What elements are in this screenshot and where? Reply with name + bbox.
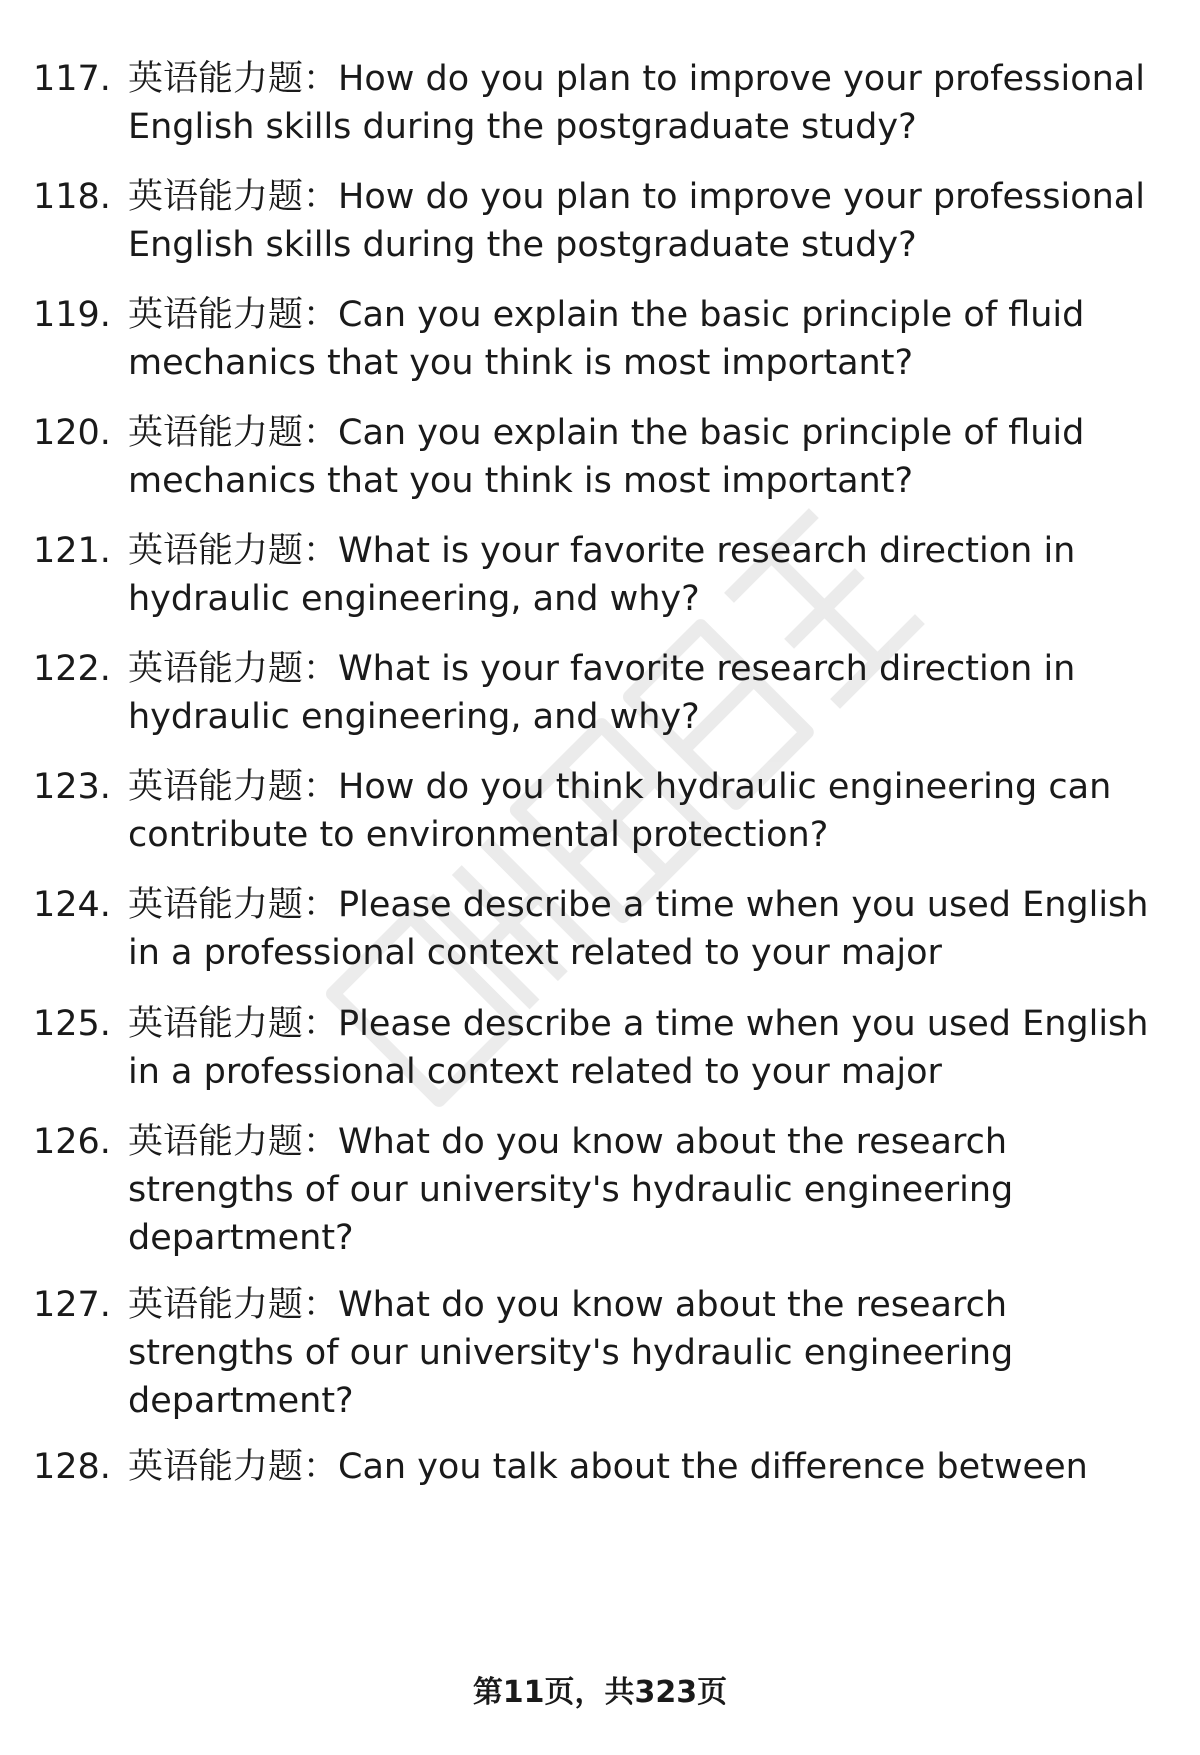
question-number: 123. xyxy=(33,767,111,807)
question-text: Please describe a time when you used English in a professional context related to your major xyxy=(128,1004,1149,1092)
question-text-block xyxy=(128,173,1168,269)
question-tag: 英语能力题： xyxy=(128,177,339,217)
question-tag: 英语能力题： xyxy=(128,649,339,689)
question-number: 118. xyxy=(33,177,111,217)
question-tag: 英语能力题： xyxy=(128,413,339,453)
question-tag: 英语能力题： xyxy=(128,1447,339,1487)
question-text: What do you know about the research strengths of our university's hydraulic engineering department? xyxy=(128,1122,1014,1258)
question-text-block xyxy=(128,763,1168,859)
question-text-block xyxy=(128,527,1168,623)
question-text: How do you plan to improve your professional English skills during the postgraduate study? xyxy=(128,59,1145,147)
question-text-block xyxy=(128,409,1168,505)
question-text: What is your favorite research direction in hydraulic engineering, and why? xyxy=(128,649,1076,737)
question-text: Can you explain the basic principle of fluid mechanics that you think is most important? xyxy=(128,413,1085,501)
question-text-block xyxy=(128,645,1168,741)
question-text-block xyxy=(128,881,1168,977)
question-text: Can you explain the basic principle of fluid mechanics that you think is most important? xyxy=(128,295,1085,383)
question-text-block xyxy=(128,1118,1168,1262)
question-text-block xyxy=(128,291,1168,387)
question-number: 121. xyxy=(33,531,111,571)
question-number: 119. xyxy=(33,295,111,335)
question-number: 120. xyxy=(33,413,111,453)
question-tag: 英语能力题： xyxy=(128,59,339,99)
question-text: How do you think hydraulic engineering can contribute to environmental protection? xyxy=(128,767,1112,855)
question-number: 117. xyxy=(33,59,111,99)
question-number: 126. xyxy=(33,1122,111,1162)
question-text-block xyxy=(128,1443,1168,1491)
question-number: 127. xyxy=(33,1285,111,1325)
question-text: Please describe a time when you used English in a professional context related to your major xyxy=(128,885,1149,973)
question-tag: 英语能力题： xyxy=(128,885,339,925)
question-number: 124. xyxy=(33,885,111,925)
question-tag: 英语能力题： xyxy=(128,767,339,807)
question-number: 122. xyxy=(33,649,111,689)
question-text-block xyxy=(128,1000,1168,1096)
question-text: Can you talk about the difference between xyxy=(338,1447,1088,1487)
question-text: How do you plan to improve your professional English skills during the postgraduate study? xyxy=(128,177,1145,265)
question-text: What do you know about the research strengths of our university's hydraulic engineering department? xyxy=(128,1285,1014,1421)
page-number-label: 第11页，共323页 xyxy=(472,1675,728,1710)
question-text-block xyxy=(128,55,1168,151)
question-tag: 英语能力题： xyxy=(128,531,339,571)
question-text: What is your favorite research direction in hydraulic engineering, and why? xyxy=(128,531,1076,619)
question-number: 125. xyxy=(33,1004,111,1044)
question-number: 128. xyxy=(33,1447,111,1487)
question-tag: 英语能力题： xyxy=(128,1285,339,1325)
page-footer xyxy=(0,1672,1200,1714)
question-tag: 英语能力题： xyxy=(128,295,339,335)
question-tag: 英语能力题： xyxy=(128,1122,339,1162)
question-tag: 英语能力题： xyxy=(128,1004,339,1044)
question-text-block xyxy=(128,1281,1168,1425)
